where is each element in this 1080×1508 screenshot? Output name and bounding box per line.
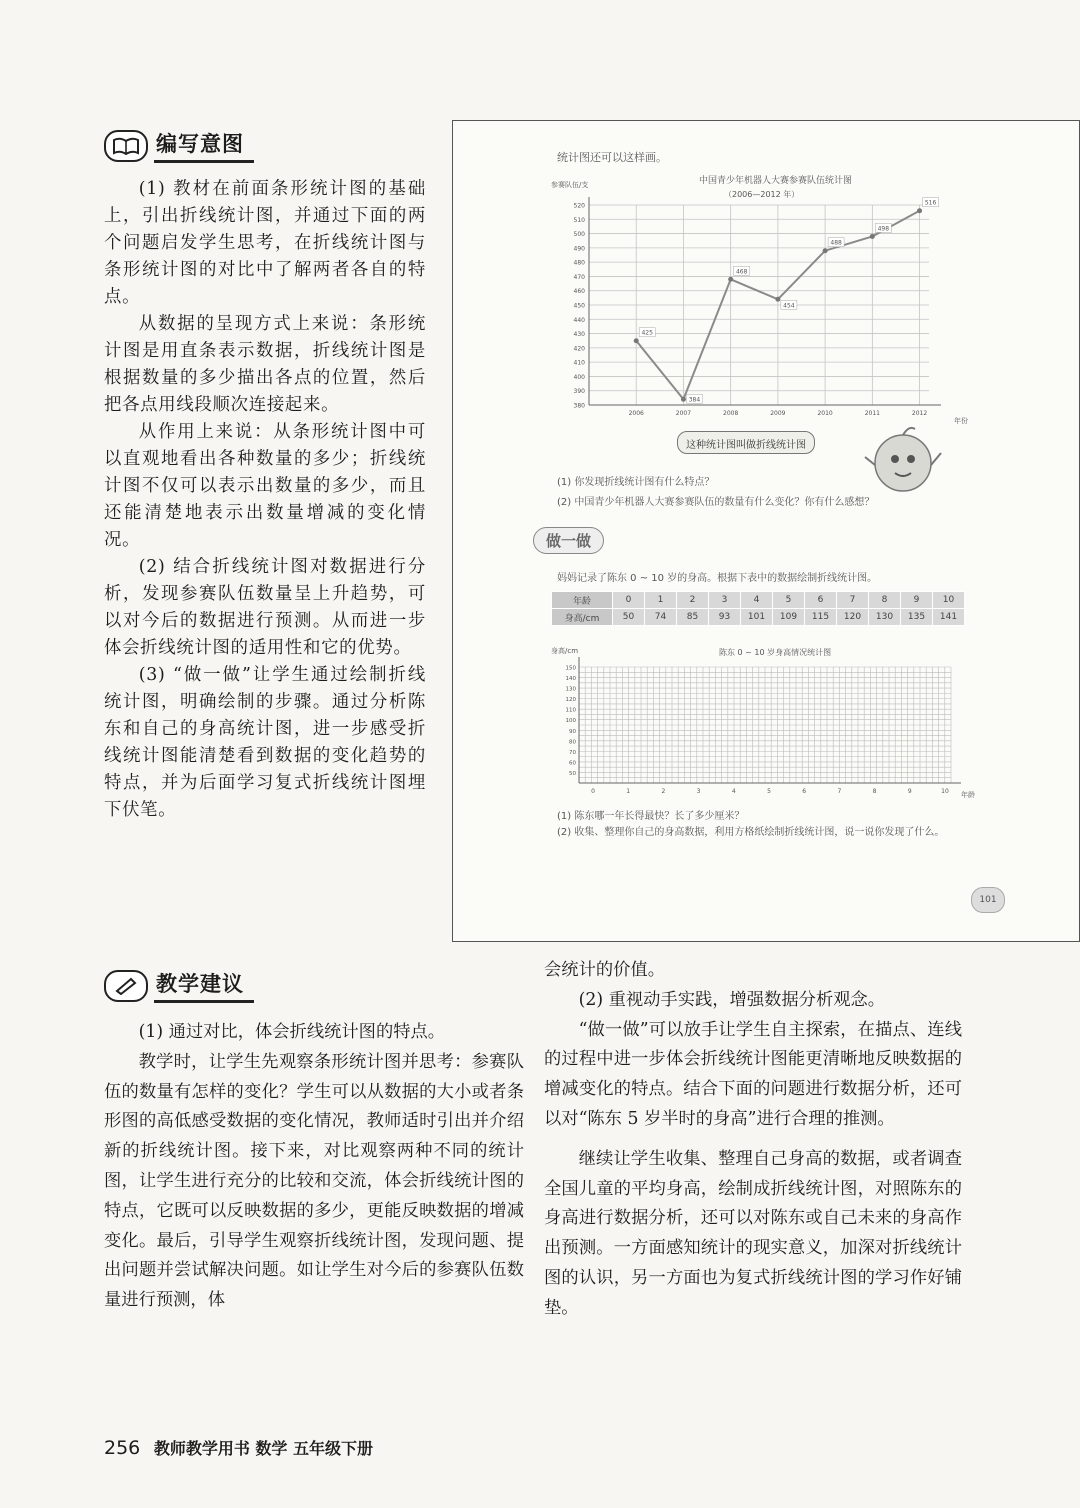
data-point	[634, 338, 639, 343]
footer-page-number: 256	[104, 1437, 141, 1459]
suggest-paragraph: 继续让学生收集、整理自己身高的数据，或者调查全国儿童的平均身高，绘制成折线统计图，对照陈东的身高进行数据分析，还可以对陈东或自己未来的身高作出预测。一方面感知统计的现实意义，加深对折线统计图的认识，另一方面也为复式折线统计图的学习作好铺垫。	[544, 1148, 962, 1318]
textbook-intro: 统计图还可以这样画。	[557, 151, 667, 164]
grid-x-tick-label: 4	[731, 788, 736, 795]
suggest-right-column	[544, 956, 962, 1324]
grid-x-tick-label: 1	[626, 788, 631, 795]
grid-lines	[566, 657, 962, 795]
question-2: (2) 中国青少年机器人大赛参赛队伍的数量有什么变化？你有什么感想？	[557, 497, 875, 508]
grid-y-tick-label: 130	[565, 686, 576, 693]
y-tick-label: 400	[573, 373, 585, 381]
grid-y-tick-label: 70	[569, 749, 576, 756]
data-point	[681, 397, 686, 402]
grid-x-tick-label: 8	[872, 788, 877, 795]
data-label: 425	[641, 329, 653, 337]
chart-title: 中国青少年机器人大赛参赛队伍统计图	[699, 176, 853, 186]
question-3: (1) 陈东哪一年长得最快？长了多少厘米？	[557, 811, 745, 822]
chart-subtitle: （2006—2012 年）	[724, 190, 800, 199]
grid-ylabel: 身高/cm	[551, 647, 579, 655]
open-book-icon	[104, 130, 148, 162]
table-cell: 3	[709, 592, 741, 609]
table-cell: 10	[933, 592, 965, 609]
intent-paragraph: (2) 结合折线统计图对数据进行分析，发现参赛队伍数量呈上升趋势，可以对今后的数据进行预测。从而进一步体会折线统计图的适用性和它的优势。	[104, 557, 426, 658]
y-tick-label: 470	[573, 273, 585, 281]
data-point	[917, 208, 922, 213]
suggest-title: 教学建议	[154, 968, 254, 1003]
grid-x-tick-label: 9	[907, 788, 912, 795]
y-tick-label: 460	[573, 288, 585, 296]
x-tick-label: 2007	[675, 410, 692, 417]
do-it-text: 妈妈记录了陈东 0 ~ 10 岁的身高。根据下表中的数据绘制折线统计图。	[557, 573, 878, 584]
suggest-left-column	[104, 1018, 524, 1316]
grid-y-tick-label: 110	[565, 707, 576, 714]
grid-x-tick-label: 2	[661, 788, 666, 795]
do-it-badge	[533, 527, 604, 554]
intent-body	[104, 176, 426, 824]
x-tick-label: 2006	[628, 410, 644, 417]
x-tick-label: 2010	[817, 410, 833, 417]
intent-paragraph: (1) 教材在前面条形统计图的基础上，引出折线统计图，并通过下面的两个问题启发学生思考，在折线统计图与条形统计图的对比中了解两者各自的特点。	[104, 179, 426, 307]
table-cell: 135	[901, 609, 933, 626]
do-it-label: 做一做	[546, 532, 592, 550]
y-tick-label: 390	[573, 388, 585, 396]
height-table	[551, 591, 965, 626]
page-number-badge	[971, 887, 1005, 913]
grid-xlabel: 年龄	[961, 791, 975, 799]
grid-x-tick-label: 7	[837, 788, 842, 795]
y-tick-label: 500	[573, 231, 585, 239]
textbook-page-panel	[452, 120, 1080, 942]
table-cell: 9	[901, 592, 933, 609]
intent-paragraph: (3) “做一做”让学生通过绘制折线统计图，明确绘制的步骤。通过分析陈东和自己的身高统计图，进一步感受折线统计图能清楚看到数据的变化趋势的特点，并为后面学习复式折线统计图埋下伏笔。	[104, 665, 426, 820]
x-tick-label: 2008	[723, 410, 739, 417]
grid-title: 陈东 0 ~ 10 岁身高情况统计图	[719, 648, 832, 657]
chart-xlabel: 年份	[954, 417, 968, 425]
table-cell: 2	[677, 592, 709, 609]
pencil-icon	[104, 970, 148, 1002]
table-cell: 120	[837, 609, 869, 626]
suggest-section-header	[104, 968, 254, 1003]
y-tick-label: 440	[573, 316, 585, 324]
table-cell: 50	[613, 609, 645, 626]
table-cell: 130	[869, 609, 901, 626]
table-cell: 101	[741, 609, 773, 626]
grid-x-tick-label: 6	[802, 788, 807, 795]
y-tick-label: 430	[573, 331, 585, 339]
grid-y-tick-label: 80	[569, 739, 576, 746]
suggest-paragraph: 会统计的价值。	[544, 960, 665, 980]
intent-paragraph: 从作用上来说：从条形统计图中可以直观地看出各种数量的多少；折线统计图不仅可以表示出数量的多少，而且还能清楚地表示出数量增减的变化情况。	[104, 422, 426, 550]
table-cell: 141	[933, 609, 965, 626]
suggest-paragraph: 教学时，让学生先观察条形统计图并思考：参赛队伍的数量有怎样的变化？学生可以从数据的大小或者条形图的高低感受数据的变化情况，教师适时引出并介绍新的折线统计图。接下来，对比观察两种不同的统计图，让学生进行充分的比较和交流，体会折线统计图的特点，它既可以反映数据的多少，更能反映数据的增减变化。最后，引导学生观察折线统计图，发现问题、提出问题并尝试解决问题。如让学生对今后的参赛队伍数量进行预测，体	[104, 1051, 524, 1311]
intent-paragraph: 从数据的呈现方式上来说：条形统计图是用直条表示数据，折线统计图是根据数量的多少描出各点的位置，然后把各点用线段顺次连接起来。	[104, 314, 426, 415]
intent-title: 编写意图	[154, 128, 254, 163]
data-point	[870, 234, 875, 239]
y-tick-label: 410	[573, 359, 585, 367]
table-cell: 4	[741, 592, 773, 609]
y-tick-label: 510	[573, 216, 585, 224]
y-tick-label: 480	[573, 259, 585, 267]
grid-y-tick-label: 120	[565, 697, 576, 704]
grid-y-tick-label: 90	[569, 728, 576, 735]
y-tick-label: 520	[573, 202, 585, 210]
intent-section-header	[104, 128, 254, 163]
table-cell: 8	[869, 592, 901, 609]
grid-y-tick-label: 140	[565, 676, 576, 683]
suggest-paragraph: (2) 重视动手实践，增强数据分析观念。	[578, 989, 886, 1010]
table-cell: 93	[709, 609, 741, 626]
table-cell: 109	[773, 609, 805, 626]
mascot-illustration	[863, 423, 945, 497]
table-row	[552, 609, 965, 626]
grid-x-tick-label: 5	[767, 788, 771, 795]
textbook-page-number: 101	[979, 895, 997, 905]
grid-y-tick-label: 50	[569, 770, 576, 777]
table-cell: 5	[773, 592, 805, 609]
x-tick-label: 2009	[770, 410, 786, 417]
table-row	[552, 592, 965, 609]
table-cell: 6	[805, 592, 837, 609]
table-row-label: 身高/cm	[552, 609, 613, 626]
table-cell: 85	[677, 609, 709, 626]
y-tick-label: 490	[573, 245, 585, 253]
question-4: (2) 收集、整理你自己的身高数据，利用方格纸绘制折线统计图，说一说你发现了什么。	[557, 827, 945, 838]
data-point	[775, 297, 780, 302]
chart-ylabel: 参赛队伍/支	[551, 181, 589, 189]
data-point	[728, 277, 733, 282]
grid-y-tick-label: 60	[569, 760, 576, 767]
table-cell: 115	[805, 609, 837, 626]
footer-book-title: 教师教学用书 数学 五年级下册	[153, 1439, 373, 1458]
page-footer	[104, 1436, 373, 1459]
x-tick-label: 2012	[911, 410, 928, 417]
grid-x-tick-label: 0	[591, 788, 595, 795]
chart-marks	[634, 198, 939, 404]
y-tick-label: 450	[573, 302, 585, 310]
table-cell: 74	[645, 609, 677, 626]
callout-text: 这种统计图叫做折线统计图	[686, 440, 806, 451]
y-tick-label: 380	[573, 402, 585, 410]
x-tick-label: 2011	[864, 410, 880, 417]
data-label: 516	[924, 199, 937, 207]
data-label: 498	[877, 225, 890, 233]
table-cell: 1	[645, 592, 677, 609]
callout-bubble	[677, 431, 815, 454]
table-cell: 7	[837, 592, 869, 609]
suggest-paragraph: (1) 通过对比，体会折线统计图的特点。	[138, 1022, 446, 1042]
data-label: 468	[735, 268, 748, 276]
table-cell: 0	[613, 592, 645, 609]
robot-contest-line-chart	[549, 169, 989, 431]
table-row-label: 年龄	[552, 592, 613, 609]
grid-x-tick-label: 10	[941, 788, 949, 795]
data-label: 454	[783, 302, 795, 310]
question-1: (1) 你发现折线统计图有什么特点？	[557, 477, 715, 488]
height-grid-chart	[549, 643, 993, 803]
data-label: 384	[688, 396, 701, 404]
grid-y-tick-label: 100	[565, 718, 576, 725]
grid-x-tick-label: 3	[696, 788, 701, 795]
grid-y-tick-label: 150	[565, 665, 576, 672]
data-label: 488	[830, 239, 842, 247]
y-tick-label: 420	[573, 345, 585, 353]
suggest-paragraph: “做一做”可以放手让学生自主探索，在描点、连线的过程中进一步体会折线统计图能更清晰地反映数据的增减变化的特点。结合下面的问题进行数据分析，还可以对“陈东 5 岁半时的身高”进行合理的推测。	[544, 1019, 962, 1129]
data-point	[823, 248, 828, 253]
